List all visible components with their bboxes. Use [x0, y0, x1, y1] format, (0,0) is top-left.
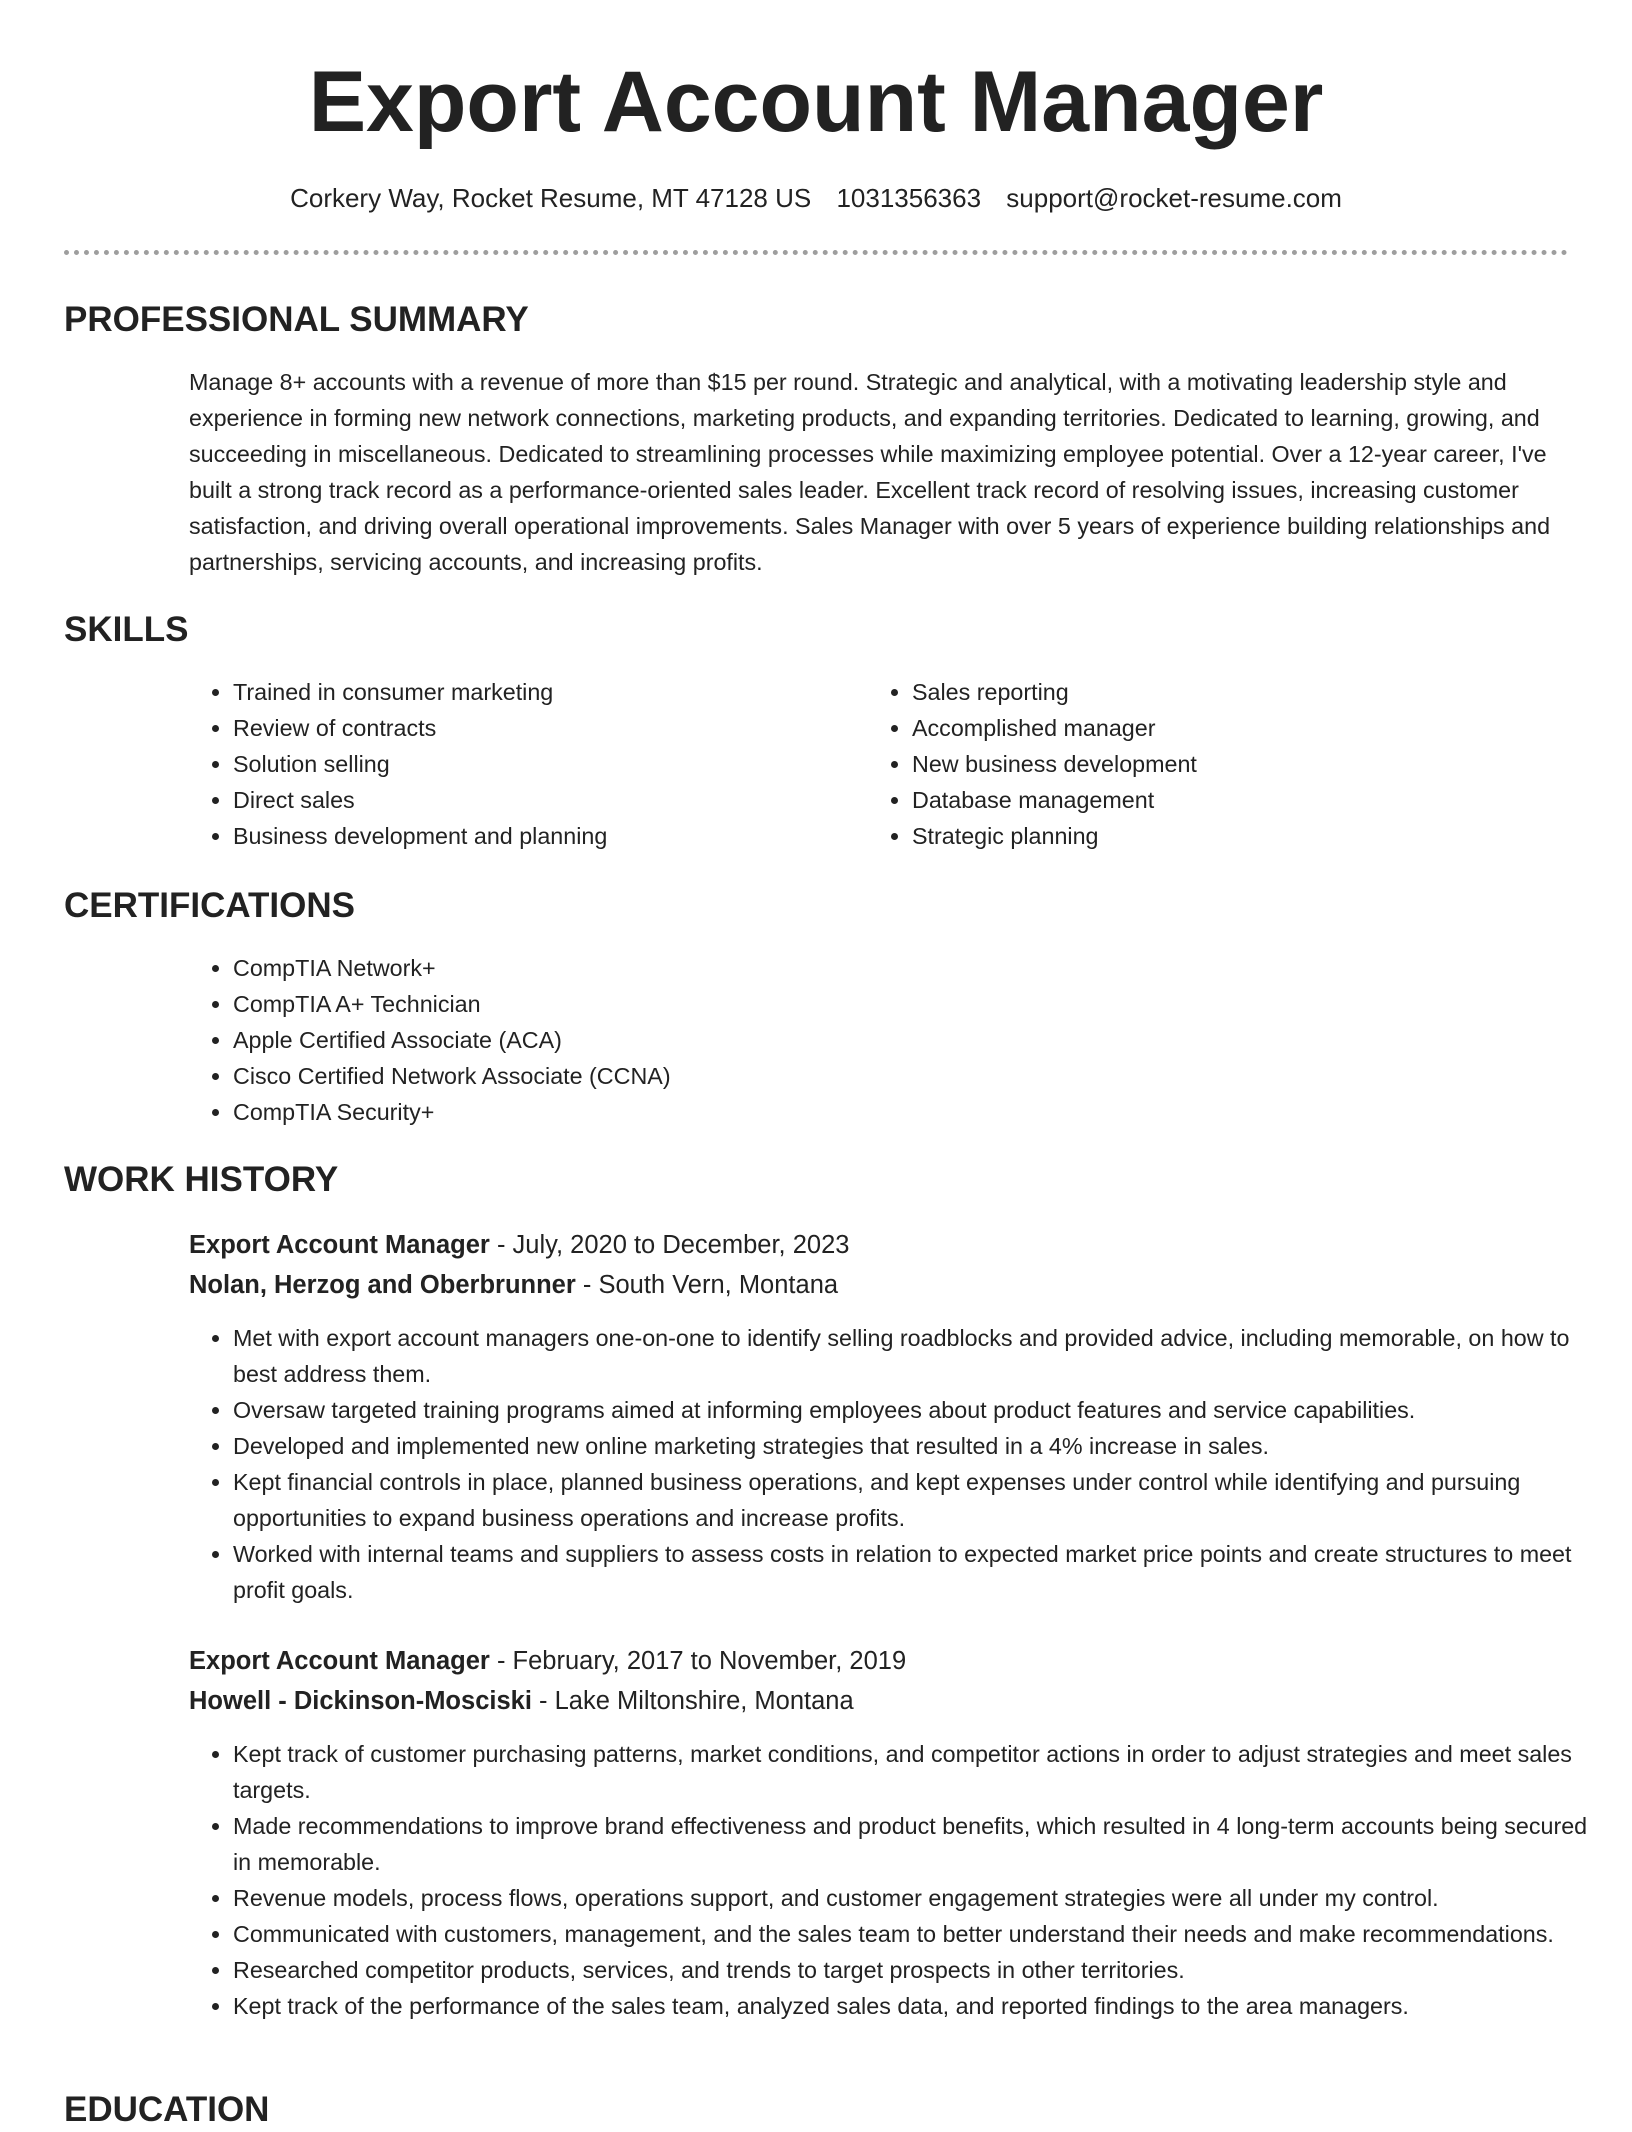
job-bullet: • Kept financial controls in place, planned business operations, and kept expenses under control while identifying and pursuing opportunities to expand business operations and increase profits. [233, 1464, 1603, 1536]
certifications-list [189, 950, 1433, 1130]
page-title: Export Account Manager [308, 54, 1324, 150]
certification-item: • CompTIA A+ Technician [233, 986, 1433, 1022]
job-bullet: • Made recommendations to improve brand effectiveness and product benefits, which resulted in 4 long-term accounts being secured in memorable. [233, 1808, 1603, 1880]
certification-item: • CompTIA Security+ [233, 1094, 1433, 1130]
job-location: South Vern, Montana [598, 1271, 839, 1299]
job-bullet: • Kept track of the performance of the sales team, analyzed sales data, and reported findings to the area managers. [233, 1988, 1603, 2024]
job-bullets [189, 1320, 1603, 1608]
skill-item: • Trained in consumer marketing [233, 674, 833, 710]
job-bullets [189, 1736, 1603, 2024]
header-divider [64, 250, 1568, 255]
education-heading: EDUCATION [64, 2090, 270, 2129]
job-company: Nolan, Herzog and Oberbrunner [189, 1271, 576, 1299]
job-bullet: • Revenue models, process flows, operations support, and customer engagement strategies were all under my control. [233, 1880, 1603, 1916]
skill-item: • Review of contracts [233, 710, 833, 746]
skill-item: • Solution selling [233, 746, 833, 782]
skills-list-left [189, 674, 833, 854]
job-company: Howell - Dickinson-Mosciski [189, 1687, 532, 1715]
job-location: Lake Miltonshire, Montana [554, 1687, 854, 1715]
contact-phone: 1031356363 [836, 183, 982, 213]
job-bullet: • Developed and implemented new online marketing strategies that resulted in a 4% increase in sales. [233, 1428, 1603, 1464]
job-bullet: • Kept track of customer purchasing patterns, market conditions, and competitor actions in order to adjust strategies and meet sales targets. [233, 1736, 1603, 1808]
summary-heading: PROFESSIONAL SUMMARY [64, 300, 529, 339]
skills-list-right [868, 674, 1552, 854]
skill-item: • Direct sales [233, 782, 833, 818]
skill-item: • Sales reporting [912, 674, 1552, 710]
certifications-heading: CERTIFICATIONS [64, 886, 356, 925]
contact-email: support@rocket-resume.com [1006, 183, 1342, 213]
job-bullet: • Communicated with customers, management, and the sales team to better understand their needs and make recommendations. [233, 1916, 1603, 1952]
certification-item: • Apple Certified Associate (ACA) [233, 1022, 1433, 1058]
skill-item: • Database management [912, 782, 1552, 818]
skill-item: • New business development [912, 746, 1552, 782]
certification-item: • CompTIA Network+ [233, 950, 1433, 986]
certification-item: • Cisco Certified Network Associate (CCNA) [233, 1058, 1433, 1094]
job-bullet: • Researched competitor products, services, and trends to target prospects in other territories. [233, 1952, 1603, 1988]
skill-item: • Accomplished manager [912, 710, 1552, 746]
job-company-line: Howell - Dickinson-Mosciski - Lake Miltonshire, Montana [189, 1687, 854, 1715]
skill-item: • Business development and planning [233, 818, 833, 854]
job-role: Export Account Manager [189, 1231, 490, 1259]
skill-item: • Strategic planning [912, 818, 1552, 854]
job-bullet: • Worked with internal teams and suppliers to assess costs in relation to expected market price points and create structures to meet profit goals. [233, 1536, 1603, 1608]
contact-line [0, 178, 1632, 218]
job-role: Export Account Manager [189, 1647, 490, 1675]
job-company-line: Nolan, Herzog and Oberbrunner - South Vern, Montana [189, 1271, 839, 1299]
job-dates: February, 2017 to November, 2019 [512, 1647, 907, 1675]
job-dates: July, 2020 to December, 2023 [512, 1231, 850, 1259]
work-history-heading: WORK HISTORY [64, 1160, 339, 1199]
job-title-line: Export Account Manager - July, 2020 to December, 2023 [189, 1231, 850, 1259]
skills-heading: SKILLS [64, 610, 189, 649]
summary-text: Manage 8+ accounts with a revenue of more than $15 per round. Strategic and analytical, with a motivating leadership style and experience in forming new network connections, marketing products, and expanding territories. Dedicated to learning, growing, and succeeding in miscellaneous. Dedicated to streamlining processes while maximizing employee potential. Over a 12-year career, I've built a strong track record as a performance-oriented sales leader. Excellent track record of resolving issues, increasing customer satisfaction, and driving overall operational improvements. Sales Manager with over 5 years of experience building relationships and partnerships, servicing accounts, and increasing profits. [189, 369, 1551, 575]
job-bullet: • Met with export account managers one-on-one to identify selling roadblocks and provided advice, including memorable, on how to best address them. [233, 1320, 1603, 1392]
job-bullet: • Oversaw targeted training programs aimed at informing employees about product features and service capabilities. [233, 1392, 1603, 1428]
job-title-line: Export Account Manager - February, 2017 to November, 2019 [189, 1647, 907, 1675]
contact-address: Corkery Way, Rocket Resume, MT 47128 US [290, 183, 812, 213]
